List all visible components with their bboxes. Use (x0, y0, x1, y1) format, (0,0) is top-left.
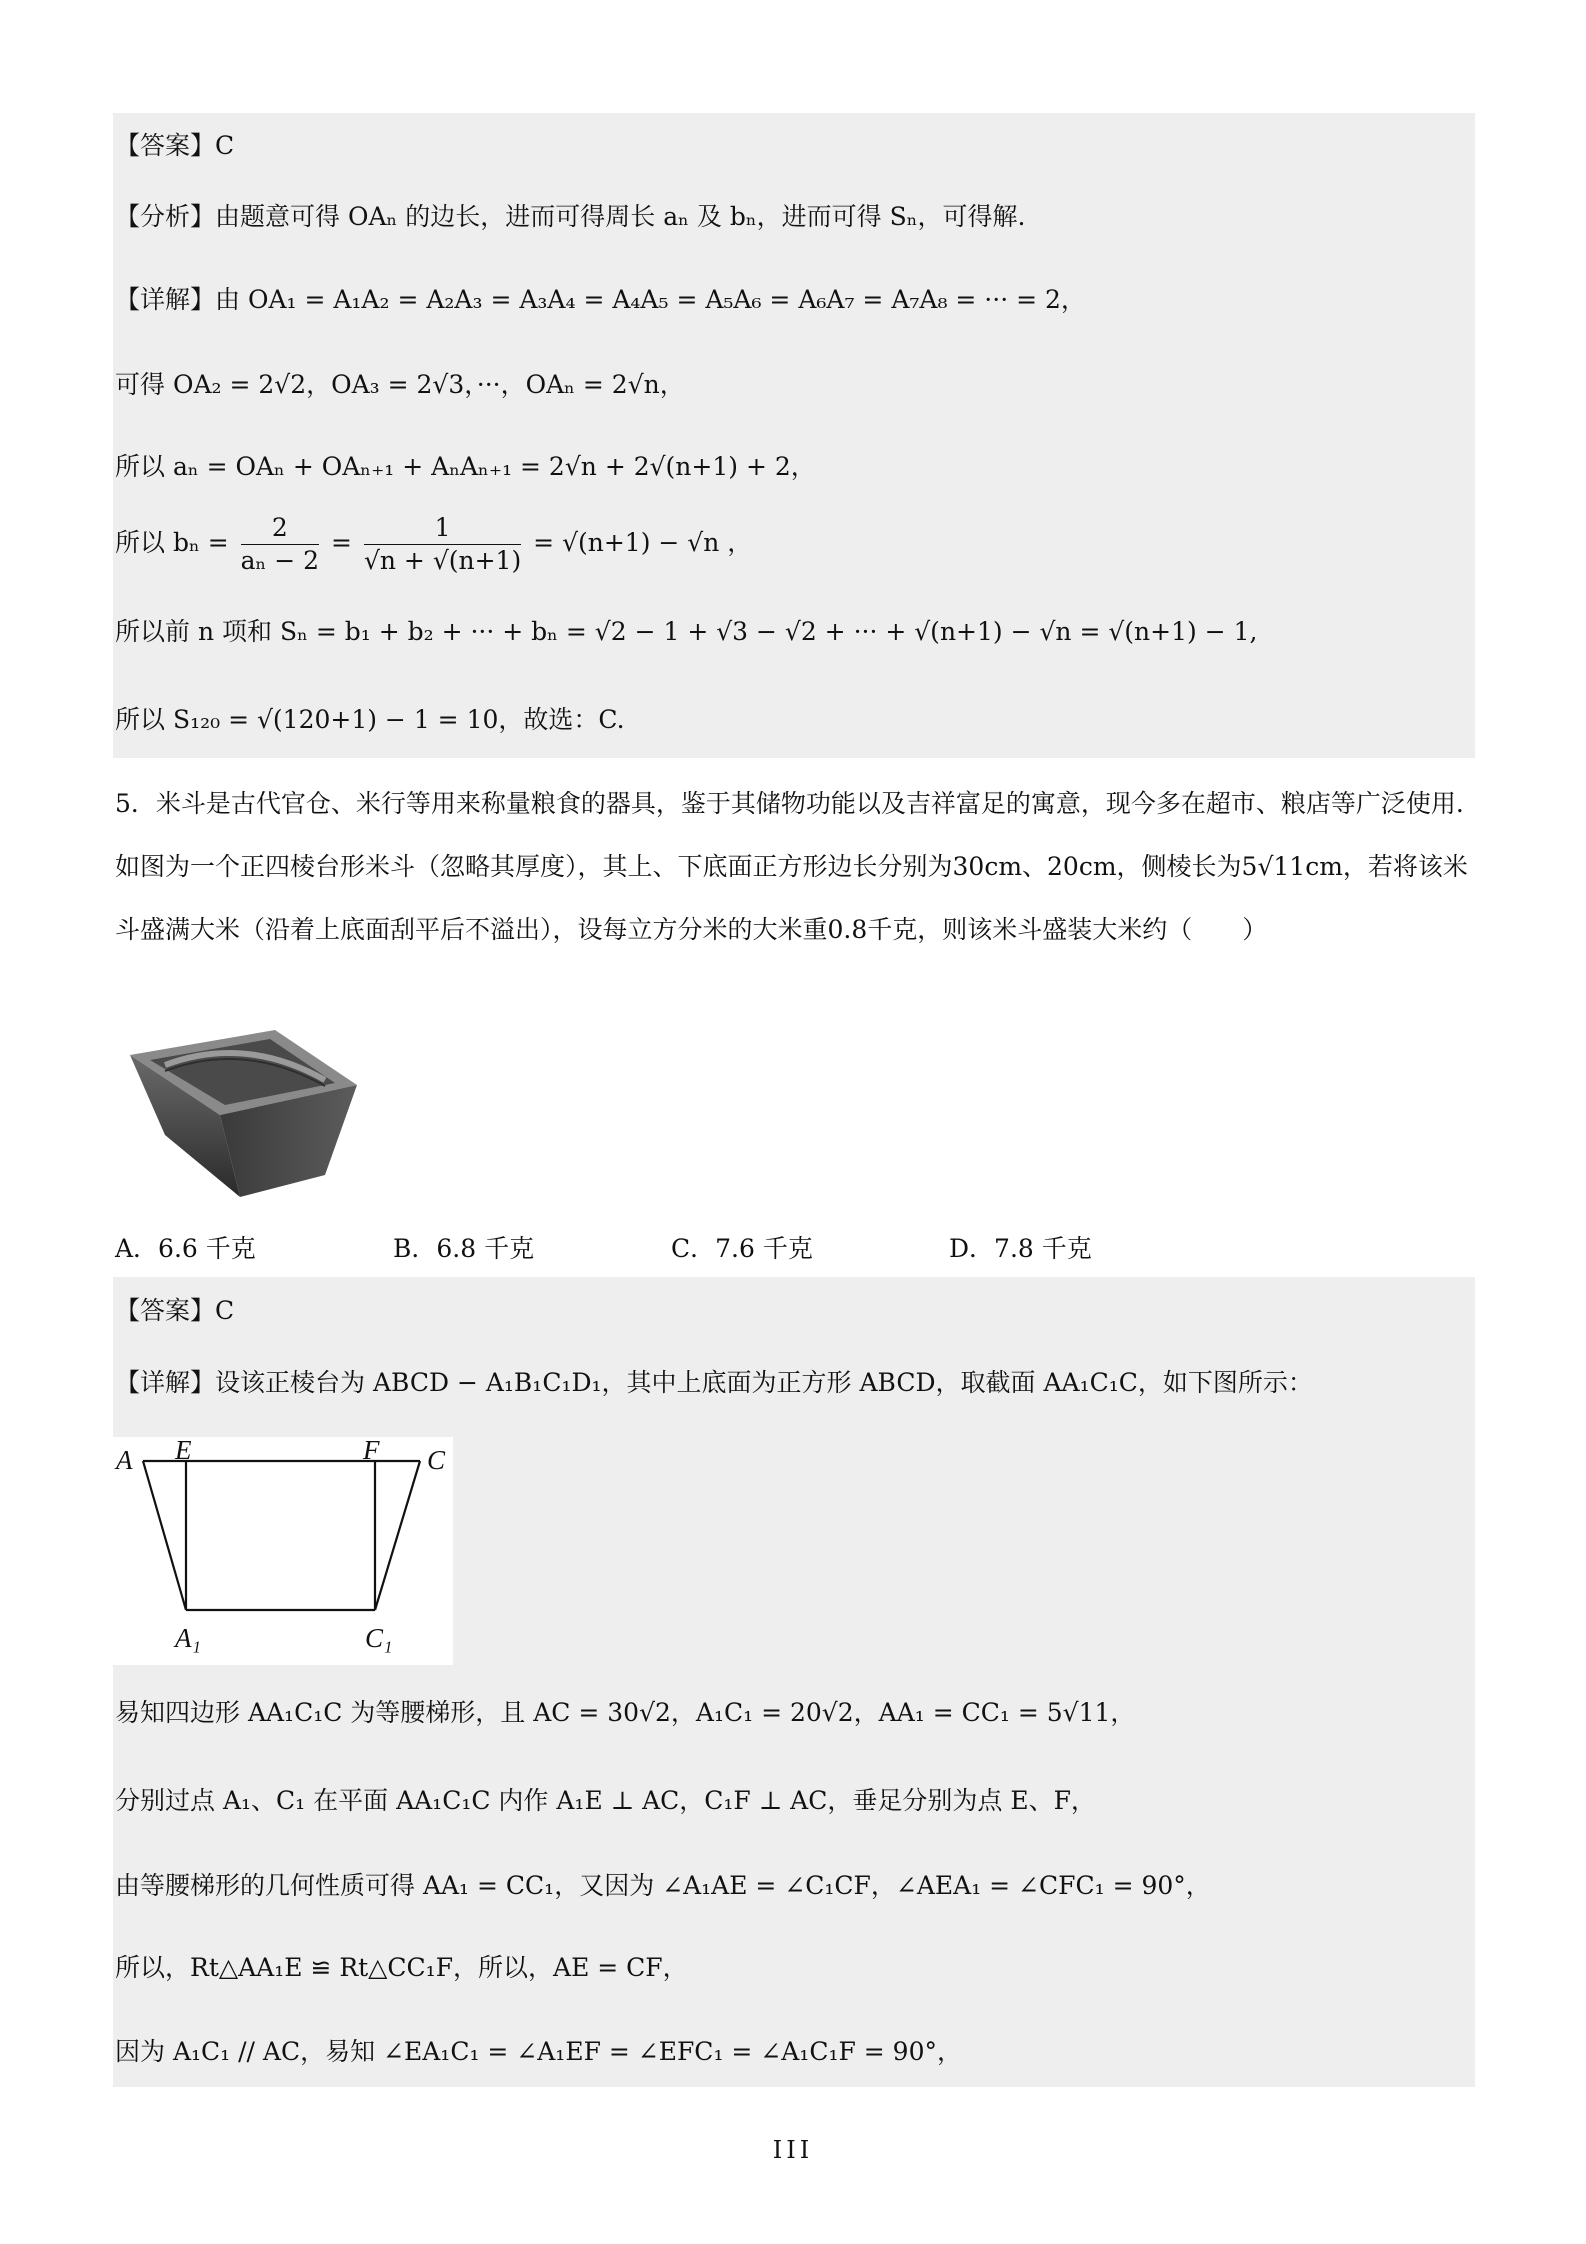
label-f: F (363, 1437, 380, 1465)
fraction-denominator: aₙ − 2 (240, 546, 320, 575)
fraction-numerator: 2 (241, 512, 319, 545)
label-c: C (427, 1445, 446, 1475)
answer-label: 【答案】C (115, 131, 235, 160)
fraction-2-over-an (241, 512, 319, 577)
analysis-text: 【分析】由题意可得 OAₙ 的边长，进而可得周长 aₙ 及 bₙ，进而可得 Sₙ，可得解. (115, 202, 1026, 231)
trapezoid-diagram (113, 1437, 453, 1665)
fraction-denominator: √n + √(n+1) (363, 546, 522, 575)
fraction-numerator: 1 (364, 512, 521, 545)
option-b[interactable]: B．6.8 千克 (393, 1234, 535, 1263)
fraction-line-suffix: = √(n+1) − √n ， (533, 528, 753, 557)
question-5-text: 5．米斗是古代官仓、米行等用来称量粮食的器具，鉴于其储物功能以及吉祥富足的寓意，现今多在超市、粮店等广泛使用.如图为一个正四棱台形米斗（忽略其厚度），其上、下底面正方形边长分别为30cm、20cm，侧棱长为5√11cm，若将该米斗盛满大米（沿着上底面刮平后不溢出），设每立方分米的大米重0.8千克，则该米斗盛装大米约（ ） (115, 789, 1468, 944)
detail-line: 因为 A₁C₁ // AC，易知 ∠EA₁C₁ = ∠A₁EF = ∠EFC₁ = ∠A₁C₁F = 90°， (115, 2037, 962, 2066)
fraction-line (115, 512, 752, 577)
label-c1: C₁ (365, 1623, 393, 1653)
option-a[interactable]: A．6.6 千克 (115, 1234, 256, 1263)
rice-measure-photo (125, 1025, 360, 1200)
option-c[interactable]: C．7.6 千克 (671, 1234, 813, 1263)
label-a1: A₁ (175, 1623, 201, 1653)
detail-line: 【详解】设该正棱台为 ABCD − A₁B₁C₁D₁，其中上底面为正方形 ABCD，取截面 AA₁C₁C，如下图所示： (115, 1368, 1313, 1397)
fraction-1-over-sqrt (364, 512, 521, 577)
option-d[interactable]: D．7.8 千克 (949, 1234, 1092, 1263)
answer-label: 【答案】C (115, 1296, 235, 1325)
detail-line: 所以 S₁₂₀ = √(120+1) − 1 = 10，故选：C. (115, 705, 625, 734)
equals-sign: = (331, 528, 352, 557)
detail-line: 所以，Rt△AA₁E ≌ Rt△CC₁F，所以，AE = CF， (115, 1953, 688, 1982)
fraction-line-prefix: 所以 bₙ = (115, 528, 229, 557)
detail-line: 由等腰梯形的几何性质可得 AA₁ = CC₁，又因为 ∠A₁AE = ∠C₁CF，∠AEA₁ = ∠CFC₁ = 90°， (115, 1871, 1211, 1900)
detail-line: 所以前 n 项和 Sₙ = b₁ + b₂ + ··· + bₙ = √2 − 1 + √3 − √2 + ··· + √(n+1) − √n = √(n+1) − 1, (115, 617, 1258, 646)
segment-cc1 (375, 1461, 420, 1610)
label-a: A (116, 1445, 133, 1475)
detail-line: 分别过点 A₁、C₁ 在平面 AA₁C₁C 内作 A₁E ⊥ AC，C₁F ⊥ AC，垂足分别为点 E、F， (115, 1786, 1096, 1815)
detail-line: 【详解】由 OA₁ = A₁A₂ = A₂A₃ = A₃A₄ = A₄A₅ = A₅A₆ = A₆A₇ = A₇A₈ = ··· = 2， (115, 285, 1086, 314)
segment-aa1 (143, 1461, 186, 1610)
detail-line: 所以 aₙ = OAₙ + OAₙ₊₁ + AₙAₙ₊₁ = 2√n + 2√(n+1) + 2， (115, 452, 816, 481)
label-e: E (175, 1437, 192, 1465)
detail-line: 易知四边形 AA₁C₁C 为等腰梯形，且 AC = 30√2，A₁C₁ = 20√2，AA₁ = CC₁ = 5√11， (115, 1698, 1136, 1727)
page-number: III (772, 2136, 814, 2164)
detail-line: 可得 OA₂ = 2√2，OA₃ = 2√3，···，OAₙ = 2√n， (115, 370, 685, 399)
